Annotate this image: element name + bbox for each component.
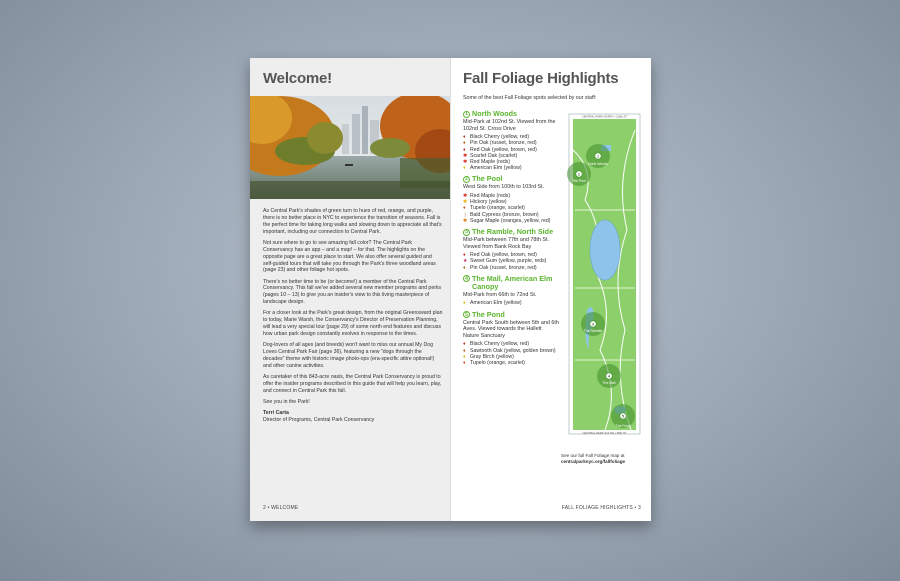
page-title: Welcome! (263, 70, 332, 87)
brochure-spread (250, 58, 651, 521)
paragraph: Not sure where to go to see amazing fall color? The Central Park Conservancy has an app – and a map! – for that. The highlights on the opposite page are a great place to start. We also offer several guided and self-guided tours that will take you through the Park's three woodland areas (page 23) and other foliage hot spots. (263, 239, 436, 274)
map-label-north-woods: North Woods (588, 162, 608, 166)
spot-name: The Pond (472, 309, 505, 319)
spot-location: Central Park South between 5th and 6th Aves. Viewed towards the Hallett Nature Sanctuary (463, 319, 559, 339)
leaf-icon: ♦ (463, 341, 466, 348)
map-url-link[interactable]: centralparknyc.org/fallfoliage (561, 458, 626, 464)
left-page (250, 58, 450, 521)
leaf-icon: ❘ (463, 211, 468, 218)
list-item: ✱ Sugar Maple (oranges, yellow, red) (463, 217, 551, 224)
leaf-icon: ♦ (463, 347, 466, 354)
leaf-icon: ✱ (463, 152, 468, 159)
spot-name: The Ramble, North Side (472, 227, 554, 237)
right-page (450, 58, 651, 521)
leaf-icon: ♦ (463, 252, 466, 259)
leaf-icon: ✱ (463, 199, 468, 206)
list-item: ♦ Red Oak (yellow, brown, red) (463, 146, 537, 153)
spot-location: Mid-Park between 77th and 78th St. Viewed from Bank Rock Bay (463, 237, 550, 250)
leaf-icon: ★ (463, 258, 468, 265)
list-item: ♦ Tupelo (orange, scarlet) (463, 360, 525, 366)
list-item: ✱ Hickory (yellow) (463, 199, 507, 206)
map-label-the-pond: The Pond (615, 424, 631, 428)
leaf-icon: ♦ (463, 205, 466, 212)
map-bottom-label: CENTRAL PARK SOUTH • 59th ST (582, 431, 627, 435)
paragraph: For a closer look at the Park's great design, from the original Greensward plan to today, Marie Warsh, the Conservancy's Director of Preservation Planning, will lead a very special tour (page 29) of some north end features and discuss how urban park design constantly evolves in response to the times. (263, 310, 443, 338)
map-top-label: CENTRAL PARK NORTH • 110th ST (581, 114, 628, 119)
leaf-icon: ♦ (463, 360, 466, 366)
map-label-the-ramble: The Ramble (583, 329, 603, 333)
list-item: ♦ Sawtooth Oak (yellow, golden brown) (463, 347, 556, 354)
number-badge: 2 (463, 176, 470, 183)
list-item: ♦ Black Cherry (yellow, red) (463, 341, 530, 348)
list-item: ♦ Black Cherry (yellow, red) (463, 134, 530, 141)
page-folio: 2 • WELCOME (263, 505, 299, 511)
list-item: ✱ Red Maple (reds) (463, 159, 511, 165)
paragraph: As caretaker of this 843-acre oasis, the Central Park Conservancy is proud to offer the insider programs described in this guide that will help you learn, play, and connect in Central Park this fall. (263, 373, 442, 394)
map-marker-2: 2 (578, 172, 580, 177)
number-badge: 3 (463, 229, 470, 236)
map-marker-4: 4 (608, 374, 610, 379)
spot-location: Mid-Park at 102nd St. Viewed from the 102nd St. Cross Drive (463, 119, 556, 132)
list-item: ♦ Gray Birch (yellow) (463, 353, 514, 360)
paragraph: Dog-lovers of all ages (and breeds) won't want to miss our annual My Dog Loves Central Park Fair (page 36), featuring a new "dogs through the decades" theme with historic image photo-ops (era-specific attire optional!) and other canine activities. (263, 342, 435, 369)
park-photo (250, 96, 450, 199)
maple-leaf-icon: ✱ (463, 159, 468, 165)
map-marker-3: 3 (592, 322, 594, 327)
leaf-icon: ♦ (463, 165, 466, 172)
number-badge: 4 (463, 275, 470, 282)
leaf-icon: ♦ (463, 134, 466, 141)
spot-name: The Pool (472, 174, 503, 184)
list-item: ♦ American Elm (yellow) (463, 300, 522, 307)
list-item: ♦ Pin Oak (russet, bronze, red) (463, 264, 537, 271)
welcome-letter (263, 208, 443, 424)
leaf-icon: ♦ (463, 300, 466, 307)
leaf-icon: ♦ (463, 146, 466, 153)
map-label-the-pool: The Pool (572, 179, 586, 183)
spot-north-woods (463, 110, 559, 171)
paragraph: See you in the Park! (263, 398, 310, 405)
page-title: Fall Foliage Highlights (463, 70, 619, 87)
list-item: ✱ Scarlet Oak (scarlet) (463, 152, 518, 159)
map-marker-5: 5 (622, 414, 624, 419)
spot-the-pond (463, 311, 559, 367)
spot-location: West Side from 100th to 103rd St. (463, 184, 545, 191)
map-marker-1: 1 (597, 154, 599, 159)
list-item: ★ Sweet Gum (yellow, purple, reds) (463, 258, 547, 265)
map-label-the-mall: The Mall (602, 381, 616, 385)
intro-text: Some of the best Fall Foliage spots selected by our staff: (463, 95, 597, 101)
signature-title: Director of Programs, Central Park Conservancy (263, 416, 375, 423)
spot-name: The Mall, American Elm Canopy (472, 273, 553, 291)
list-item: ✱ Red Maple (reds) (463, 193, 511, 199)
spot-name: North Woods (472, 109, 517, 118)
leaf-icon: ♦ (463, 140, 466, 147)
park-map (565, 110, 644, 500)
maple-leaf-icon: ✱ (463, 217, 468, 224)
number-badge: 5 (463, 311, 470, 318)
paragraph: As Central Park's shades of green turn to hues of red, orange, and purple, there is no better place in NYC to experience the transition of seasons. Fall is the perfect time for taking long walks and slowing down to appreciate all that's important, including our connection to Central Park. (263, 208, 442, 235)
list-item: ♦ Red Oak (yellow, brown, red) (463, 252, 537, 259)
maple-leaf-icon: ✱ (463, 193, 468, 199)
spot-the-mall (463, 275, 559, 307)
map-caption: See our full Fall Foliage map at centralparknyc.org/fallfoliage (561, 453, 649, 465)
number-badge: 1 (463, 111, 470, 118)
leaf-icon: ♦ (463, 264, 466, 271)
list-item: ♦ American Elm (yellow) (463, 165, 522, 172)
list-item: ♦ Tupelo (orange, scarlet) (463, 205, 525, 212)
list-item: ❘ Bald Cypress (bronze, brown) (463, 211, 539, 218)
signature-name: Terri Carta (263, 409, 289, 416)
leaf-icon: ♦ (463, 353, 466, 360)
page-folio: FALL FOLIAGE HIGHLIGHTS • 3 (561, 505, 641, 511)
spot-location: Mid-Park from 66th to 72nd St. (463, 291, 537, 298)
spot-the-ramble (463, 228, 559, 271)
spot-the-pool (463, 175, 559, 224)
paragraph: There's no better time to be (or become!) a member of the Central Park Conservancy. This fall we've added several new member programs and perks (pages 10 – 13) to give you an insider's view to this living masterpiece of landscape design. (263, 278, 442, 306)
foliage-spots-list (463, 110, 559, 370)
list-item: ♦ Pin Oak (russet, bronze, red) (463, 140, 537, 147)
